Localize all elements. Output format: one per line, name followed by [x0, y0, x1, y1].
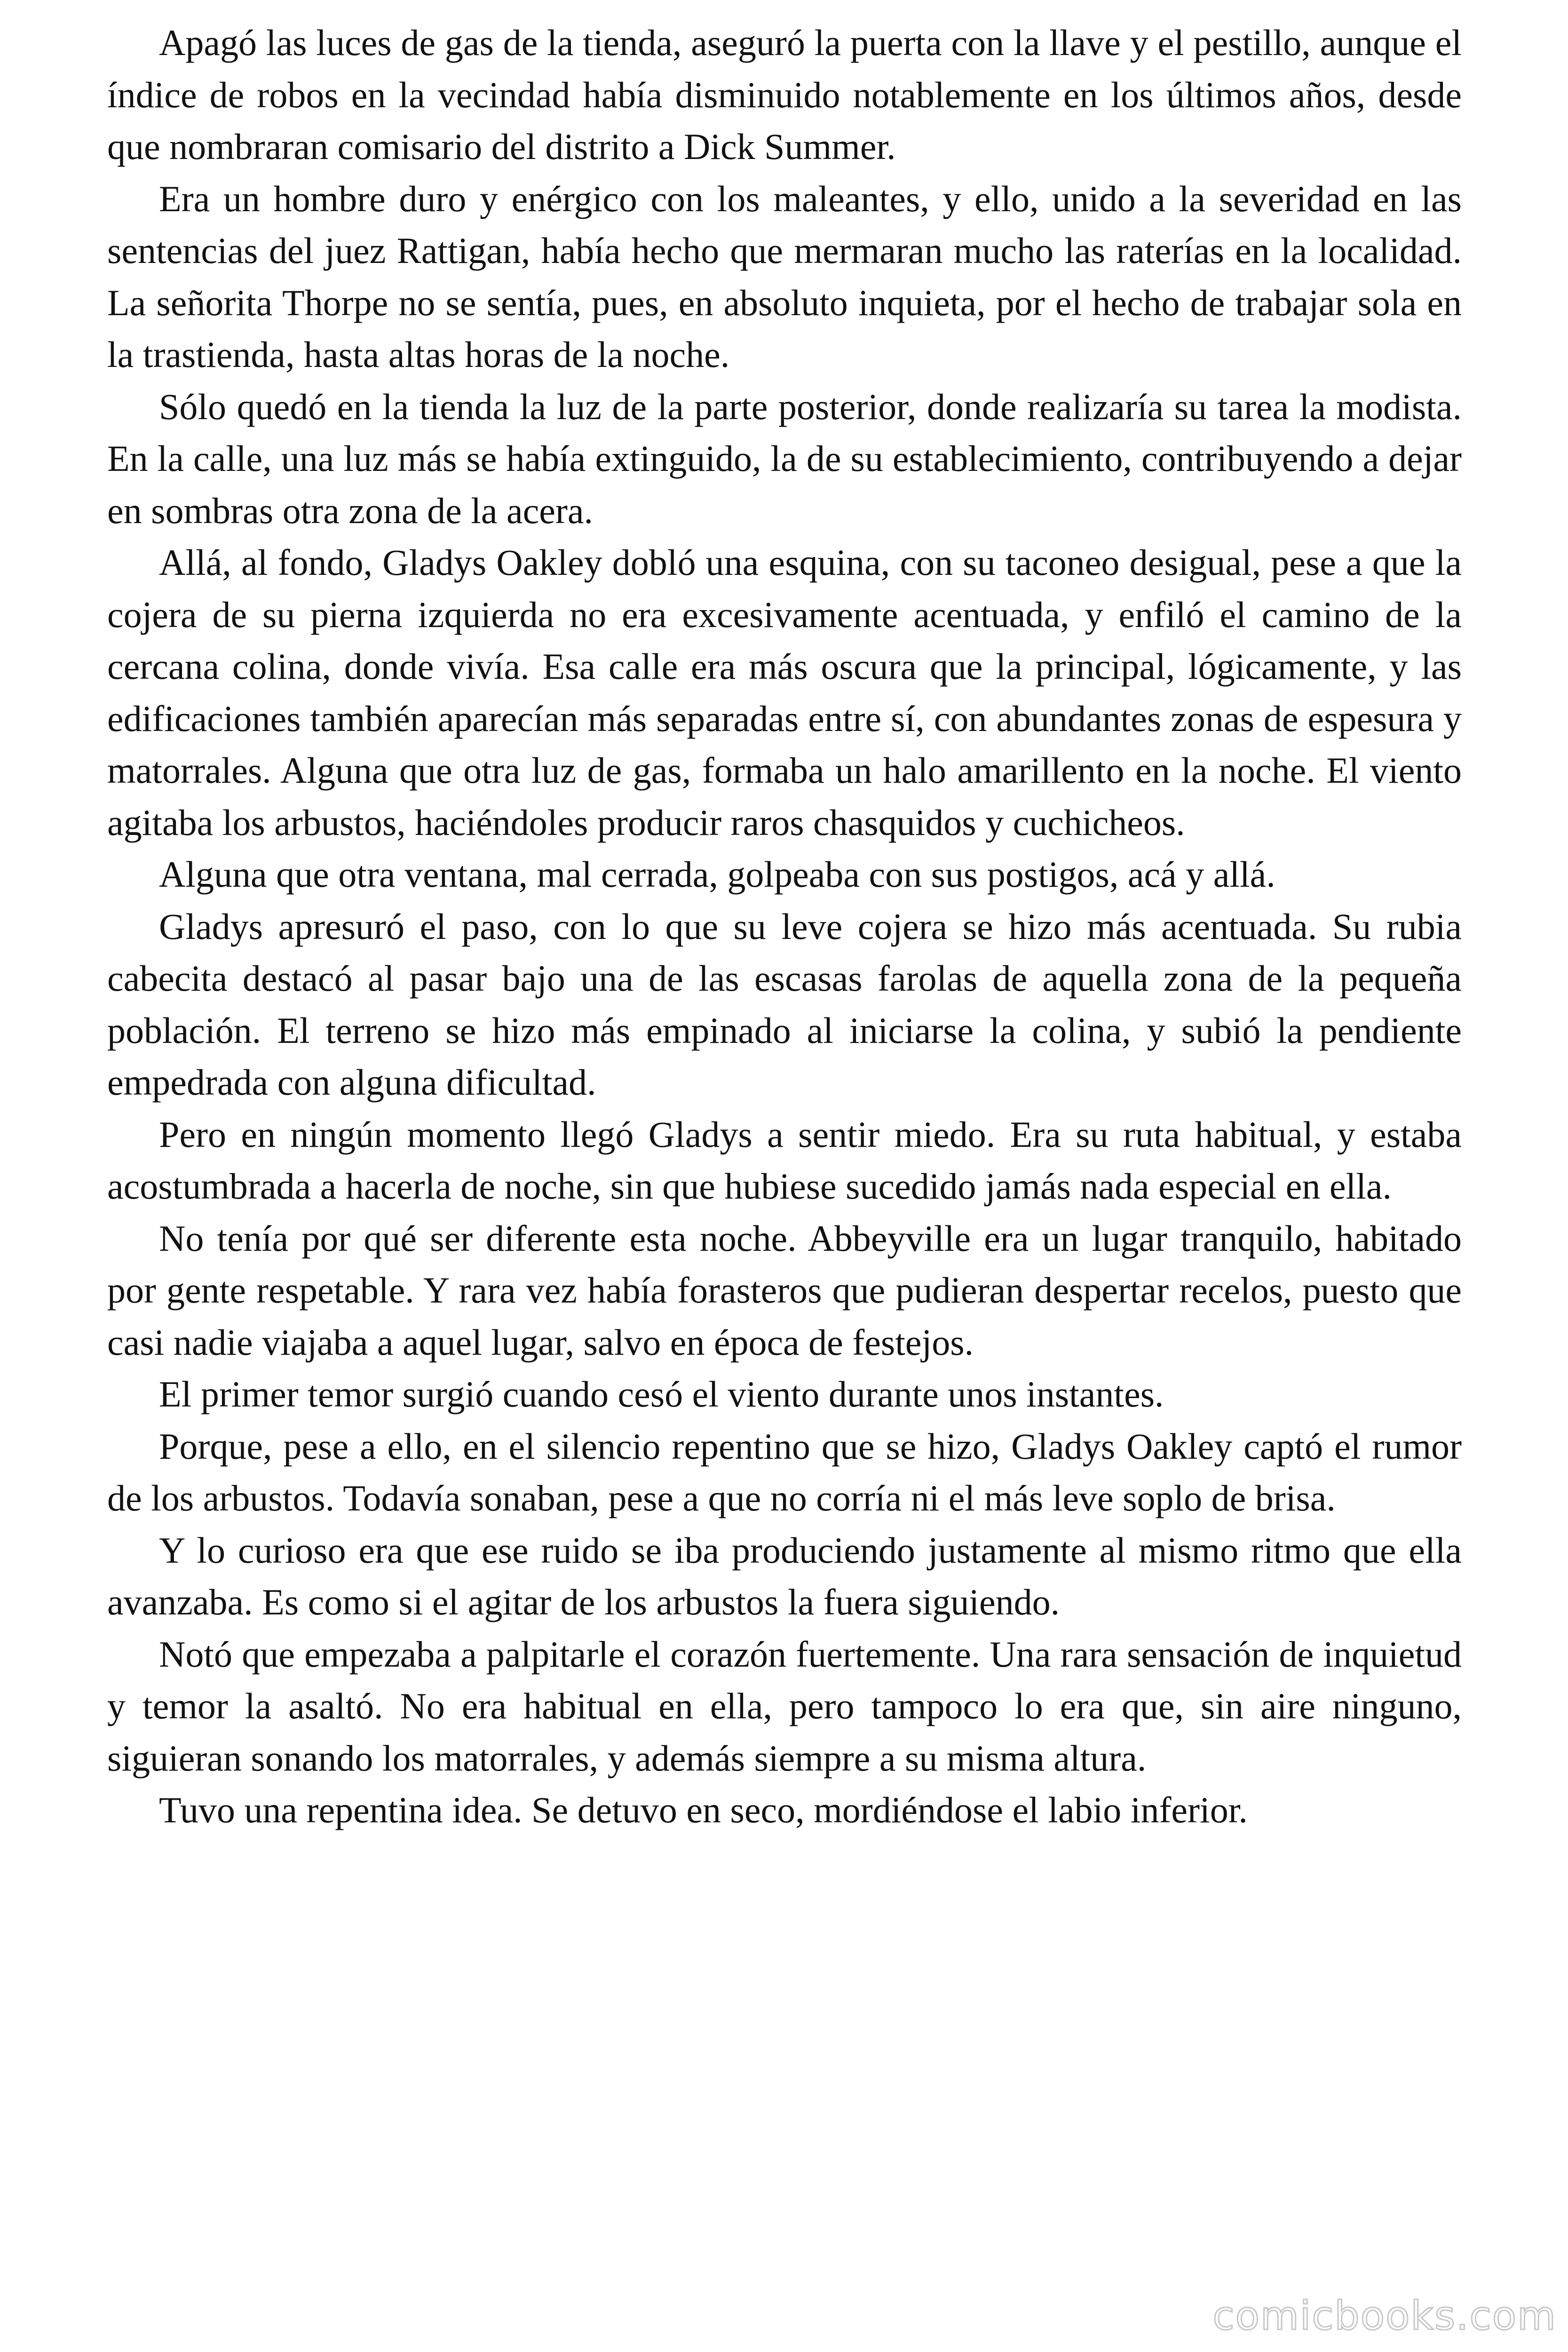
paragraph: Era un hombre duro y enérgico con los maleantes, y ello, unido a la severidad en las sentencias del juez Rattigan, había hecho que mermaran mucho las raterías en la localidad. La señorita Thorpe no se sentía, pues, en absoluto inquieta, por el hecho de trabajar sola en la trastienda, hasta altas horas de la noche.: [107, 178, 1462, 375]
paragraph: No tenía por qué ser diferente esta noche. Abbeyville era un lugar tranquilo, habitado por gente respetable. Y rara vez había forasteros que pudieran despertar recelos, puesto que casi nadie viajaba a aquel lugar, salvo en época de festejos.: [107, 1217, 1462, 1363]
paragraph: Sólo quedó en la tienda la luz de la parte posterior, donde realizaría su tarea la modista. En la calle, una luz más se había extinguido, la de su establecimiento, contribuyendo a dejar en sombras otra zona de la acera.: [107, 386, 1462, 531]
paragraph: Alguna que otra ventana, mal cerrada, golpeaba con sus postigos, acá y allá.: [159, 854, 1275, 895]
body-text: [107, 17, 1462, 1836]
paragraph: Apagó las luces de gas de la tienda, aseguró la puerta con la llave y el pestillo, aunque el índice de robos en la vecindad había disminuido notablemente en los últimos años, desde que nombraran comisario del distrito a Dick Summer.: [107, 22, 1462, 167]
paragraph: El primer temor surgió cuando cesó el viento durante unos instantes.: [159, 1374, 1164, 1414]
paragraph: Notó que empezaba a palpitarle el corazón fuertemente. Una rara sensación de inquietud y temor la asaltó. No era habitual en ella, pero tampoco lo era que, sin aire ninguno, siguieran sonando los matorrales, y además siempre a su misma altura.: [107, 1633, 1462, 1779]
paragraph: Pero en ningún momento llegó Gladys a sentir miedo. Era su ruta habitual, y estaba acostumbrada a hacerla de noche, sin que hubiese sucedido jamás nada especial en ella.: [107, 1113, 1462, 1207]
paragraph: Tuvo una repentina idea. Se detuvo en seco, mordiéndose el labio inferior.: [159, 1789, 1248, 1830]
paragraph: Allá, al fondo, Gladys Oakley dobló una esquina, con su taconeo desigual, pese a que la cojera de su pierna izquierda no era excesivamente acentuada, y enfiló el camino de la cercana colina, donde vivía. Esa calle era más oscura que la principal, lógicamente, y las edificaciones también aparecían más separadas entre sí, con abundantes zonas de espesura y matorrales. Alguna que otra luz de gas, formaba un halo amarillento en la noche. El viento agitaba los arbustos, haciéndoles producir raros chasquidos y cuchicheos.: [107, 542, 1462, 843]
paragraph: Y lo curioso era que ese ruido se iba produciendo justamente al mismo ritmo que ella avanzaba. Es como si el agitar de los arbustos la fuera siguiendo.: [107, 1529, 1462, 1622]
watermark: comicbooks.com: [1212, 2293, 1557, 2339]
paragraph: Porque, pese a ello, en el silencio repentino que se hizo, Gladys Oakley captó el rumor de los arbustos. Todavía sonaban, pese a que no corría ni el más leve soplo de brisa.: [107, 1425, 1462, 1518]
paragraph: Gladys apresuró el paso, con lo que su leve cojera se hizo más acentuada. Su rubia cabecita destacó al pasar bajo una de las escasas farolas de aquella zona de la pequeña población. El terreno se hizo más empinado al iniciarse la colina, y subió la pendiente empedrada con alguna dificultad.: [107, 906, 1462, 1103]
